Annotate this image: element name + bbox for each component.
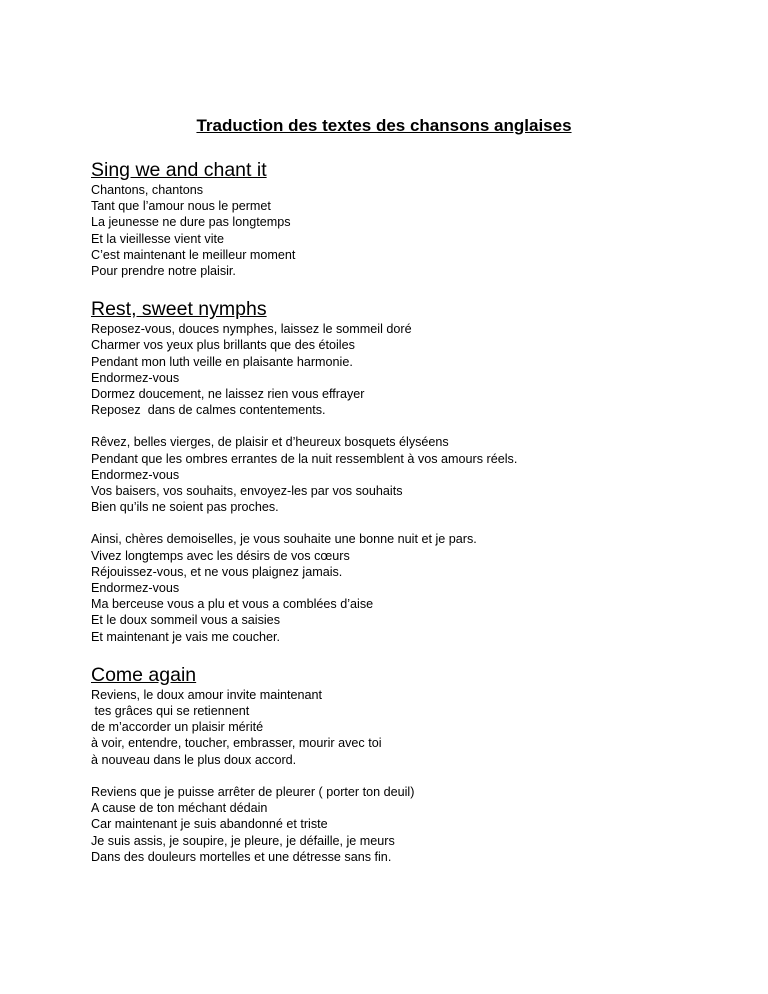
lyric-line: Vivez longtemps avec les désirs de vos cœurs	[91, 548, 350, 563]
lyric-line: Vos baisers, vos souhaits, envoyez-les par vos souhaits	[91, 484, 403, 499]
stanza	[91, 687, 728, 768]
lyric-line: Et maintenant je vais me coucher.	[91, 629, 281, 644]
lyric-line: A cause de ton méchant dédain	[91, 801, 268, 816]
document-title: Traduction des textes des chansons anglaises	[196, 116, 572, 135]
stanza	[91, 434, 728, 515]
lyric-line: Endormez-vous	[91, 467, 180, 482]
lyric-line: Et la vieillesse vient vite	[91, 231, 224, 246]
lyric-line: Reviens que je puisse arrêter de pleurer ( porter ton deuil)	[91, 784, 415, 799]
song-title: Come again	[91, 663, 197, 686]
stanza	[91, 784, 728, 865]
stanza	[91, 531, 728, 644]
lyric-line: Endormez-vous	[91, 370, 180, 385]
lyric-line: Je suis assis, je soupire, je pleure, je défaille, je meurs	[91, 833, 395, 848]
stanza	[91, 321, 728, 418]
lyric-line: Pendant mon luth veille en plaisante harmonie.	[91, 354, 353, 369]
songs-container	[91, 158, 728, 865]
lyric-line: Reposez dans de calmes contentements.	[91, 403, 326, 418]
lyric-line: Rêvez, belles vierges, de plaisir et d’heureux bosquets élyséens	[91, 435, 449, 450]
lyric-line: Dormez doucement, ne laissez rien vous effrayer	[91, 387, 365, 402]
song-section	[91, 663, 728, 865]
song-title: Rest, sweet nymphs	[91, 298, 267, 321]
lyric-line: Charmer vos yeux plus brillants que des étoiles	[91, 338, 355, 353]
lyric-line: à voir, entendre, toucher, embrasser, mourir avec toi	[91, 736, 382, 751]
lyric-line: Chantons, chantons	[91, 183, 204, 197]
lyric-line: Bien qu’ils ne soient pas proches.	[91, 500, 279, 515]
stanza	[91, 182, 728, 279]
lyric-line: C’est maintenant le meilleur moment	[91, 247, 296, 262]
lyric-line: Endormez-vous	[91, 581, 180, 596]
lyric-line: Réjouissez-vous, et ne vous plaignez jamais.	[91, 564, 343, 579]
lyric-line: Reposez-vous, douces nymphes, laissez le sommeil doré	[91, 322, 412, 337]
lyric-line: Ma berceuse vous a plu et vous a comblées d’aise	[91, 597, 374, 612]
song-section	[91, 297, 728, 645]
lyric-line: de m’accorder un plaisir mérité	[91, 720, 264, 735]
song-title: Sing we and chant it	[91, 159, 267, 181]
lyric-line: Pour prendre notre plaisir.	[91, 264, 236, 279]
lyric-line: Et le doux sommeil vous a saisies	[91, 613, 280, 628]
song-section	[91, 158, 728, 279]
lyric-line: Tant que l’amour nous le permet	[91, 199, 271, 214]
lyric-line: Ainsi, chères demoiselles, je vous souhaite une bonne nuit et je pars.	[91, 532, 477, 547]
lyric-line: Pendant que les ombres errantes de la nuit ressemblent à vos amours réels.	[91, 451, 518, 466]
lyric-line: Dans des douleurs mortelles et une détresse sans fin.	[91, 849, 392, 864]
lyric-line: Car maintenant je suis abandonné et triste	[91, 817, 328, 832]
lyric-line: à nouveau dans le plus doux accord.	[91, 752, 297, 767]
lyric-line: Reviens, le doux amour invite maintenant	[91, 687, 323, 702]
lyric-line: La jeunesse ne dure pas longtemps	[91, 215, 291, 230]
lyric-line: tes grâces qui se retiennent	[91, 704, 250, 719]
